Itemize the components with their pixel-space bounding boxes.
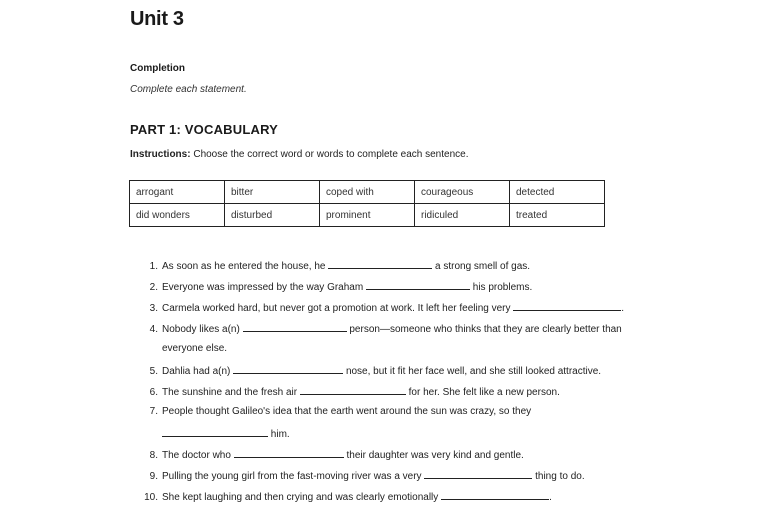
- answer-blank[interactable]: [234, 448, 344, 458]
- word-bank-cell: prominent: [320, 204, 415, 227]
- question-text: The sunshine and the fresh air: [162, 387, 298, 398]
- word-bank-table: [129, 180, 605, 227]
- question-text: The doctor who: [162, 450, 231, 461]
- question-text: Carmela worked hard, but never got a promotion at work. It left her feeling very: [162, 303, 511, 314]
- question-text: his problems.: [472, 282, 533, 293]
- question-number: 6.: [149, 387, 158, 398]
- answer-blank[interactable]: [162, 427, 268, 437]
- question-6: [144, 385, 560, 398]
- instructions-text: Choose the correct word or words to complete each sentence.: [190, 149, 469, 160]
- question-text: nose, but it fit her face well, and she still looked attractive.: [345, 366, 602, 377]
- question-text: She kept laughing and then crying and was clearly emotionally: [162, 492, 439, 503]
- question-text: As soon as he entered the house, he: [162, 261, 326, 272]
- word-bank-cell: bitter: [225, 181, 320, 204]
- question-text: him.: [270, 429, 290, 440]
- completion-instructions: Complete each statement.: [130, 84, 247, 95]
- question-10: [144, 490, 552, 503]
- question-text: Dahlia had a(n): [162, 366, 231, 377]
- question-number: 8.: [149, 450, 158, 461]
- question-number: 4.: [149, 324, 158, 335]
- word-bank-cell: arrogant: [130, 181, 225, 204]
- question-4: [144, 322, 622, 335]
- unit-title: Unit 3: [130, 8, 184, 30]
- completion-heading: Completion: [130, 63, 185, 74]
- question-9: [144, 469, 585, 482]
- question-number: 9.: [149, 471, 158, 482]
- question-text: person—someone who thinks that they are clearly better than: [349, 324, 622, 335]
- word-bank-row: [130, 204, 605, 227]
- answer-blank[interactable]: [513, 301, 621, 311]
- question-number: 7.: [149, 406, 158, 417]
- word-bank-cell: detected: [510, 181, 605, 204]
- question-number: 3.: [149, 303, 158, 314]
- question-7: [144, 406, 531, 417]
- question-text: .: [621, 303, 625, 314]
- question-text: People thought Galileo's idea that the earth went around the sun was crazy, so they: [162, 406, 532, 417]
- word-bank-cell: ridiculed: [415, 204, 510, 227]
- part-instructions: [130, 149, 468, 160]
- question-1: [144, 259, 530, 272]
- question-text: Pulling the young girl from the fast-moving river was a very: [162, 471, 422, 482]
- answer-blank[interactable]: [441, 490, 549, 500]
- answer-blank[interactable]: [424, 469, 532, 479]
- question-text: Everyone was impressed by the way Graham: [162, 282, 364, 293]
- answer-blank[interactable]: [328, 259, 432, 269]
- question-3: [144, 301, 624, 314]
- question-number: 5.: [149, 366, 158, 377]
- question-text: Nobody likes a(n): [162, 324, 240, 335]
- word-bank-cell: treated: [510, 204, 605, 227]
- answer-blank[interactable]: [243, 322, 347, 332]
- question-text: .: [549, 492, 552, 503]
- part-title: PART 1: VOCABULARY: [130, 122, 279, 137]
- word-bank-cell: courageous: [415, 181, 510, 204]
- instructions-label: Instructions:: [130, 149, 191, 160]
- question-text: a strong smell of gas.: [435, 261, 531, 272]
- question-4-continued: everyone else.: [162, 343, 228, 354]
- word-bank-cell: disturbed: [225, 204, 320, 227]
- question-7-continued: [162, 427, 290, 440]
- answer-blank[interactable]: [366, 280, 470, 290]
- question-text: thing to do.: [535, 471, 585, 482]
- question-text: for her. She felt like a new person.: [408, 387, 560, 398]
- answer-blank[interactable]: [233, 364, 343, 374]
- word-bank-cell: did wonders: [130, 204, 225, 227]
- question-2: [144, 280, 532, 293]
- answer-blank[interactable]: [300, 385, 406, 395]
- question-5: [144, 364, 601, 377]
- question-number: 1.: [149, 261, 158, 272]
- word-bank-cell: coped with: [320, 181, 415, 204]
- question-text: their daughter was very kind and gentle.: [346, 450, 524, 461]
- question-number: 2.: [149, 282, 158, 293]
- question-number: 10.: [144, 492, 158, 503]
- question-8: [144, 448, 524, 461]
- word-bank-row: [130, 181, 605, 204]
